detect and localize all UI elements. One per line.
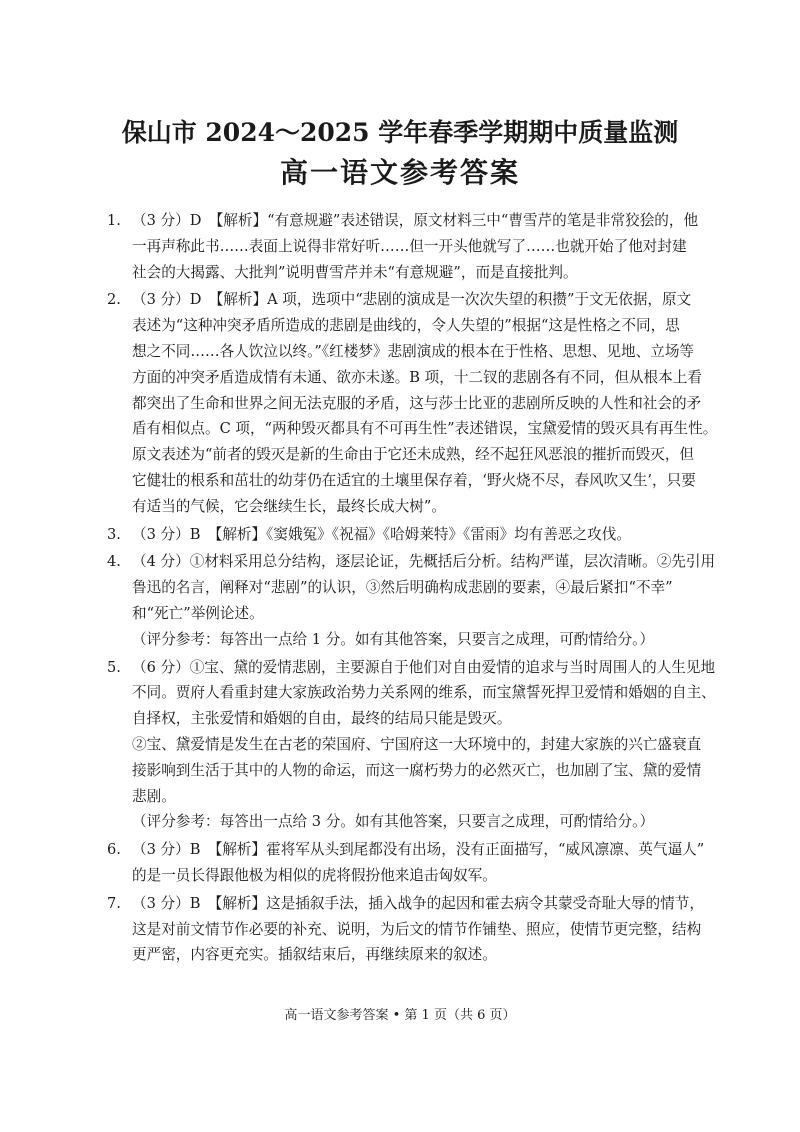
answer-item-2 xyxy=(107,287,718,519)
answer-line: （3 分）D 【解析】A 项，选项中“悲剧的演成是一次次失望的积攒”于文无依据，原文 xyxy=(132,291,692,309)
answer-line: 不同。贾府人看重封建大家族政治势力关系网的维系，而宝黛誓死捍卫爱情和婚姻的自主、 xyxy=(132,684,716,702)
question-number: 2. xyxy=(107,291,121,309)
answer-line: 的是一员长得跟他极为相似的虎将假扮他来追击匈奴军。 xyxy=(132,866,497,884)
answer-line: 鲁迅的名言，阐释对“悲剧”的认识，③然后明确构成悲剧的要素，④最后紧扣“不幸” xyxy=(132,579,673,597)
answer-line: 盾有相似点。C 项，“两种毁灭都具有不可再生性”表述错误，宝黛爱情的毁灭具有再生性。 xyxy=(132,420,718,438)
answer-line: ②宝、黛爱情是发生在古老的荣国府、宁国府这一大环境中的，封建大家族的兴亡盛衰直 xyxy=(132,735,702,753)
question-number: 1. xyxy=(107,212,121,229)
answer-line: 社会的大揭露、大批判”说明曹雪芹并未“有意规避”，而是直接批判。 xyxy=(132,263,578,281)
answer-line: （3 分）B 【解析】《窦娥冤》《祝福》《哈姆莱特》《雷雨》均有善恶之攻伐。 xyxy=(132,525,631,543)
answer-line: 它健壮的根系和茁壮的幼芽仍在适宜的土壤里保存着，‘野火烧不尽，春风吹又生’，只要 xyxy=(132,471,696,489)
answer-item-4 xyxy=(107,549,716,652)
answer-item-6 xyxy=(107,837,705,889)
answer-line: 自择权，主张爱情和婚姻的自由，最终的结局只能是毁灭。 xyxy=(132,710,512,728)
answer-line: 更严密，内容更充实。插叙结束后，再继续原来的叙述。 xyxy=(132,946,497,964)
answer-line: 方面的冲突矛盾造成情有未通、欲亦未遂。B 项，十二钗的悲剧各有不同，但从根本上看 xyxy=(132,368,702,386)
answer-line: 接影响到生活于其中的人物的命运，而这一腐朽势力的必然灭亡，也加剧了宝、黛的爱情 xyxy=(132,761,702,779)
answer-line: （4 分）①材料采用总分结构，逐层论证，先概括后分析。结构严谨，层次清晰。②先引用 xyxy=(132,553,716,571)
answer-line: 和“死亡”举例论述。 xyxy=(132,604,264,622)
answer-line: 悲剧。 xyxy=(132,787,176,805)
answer-item-3 xyxy=(107,522,697,548)
answer-line: （3 分）B 【解析】霍将军从头到尾都没有出场，没有正面描写，“威风凛凛、英气逼人” xyxy=(132,841,705,859)
answer-item-5 xyxy=(107,655,716,836)
answer-line: 这是对前文情节作必要的补充、说明，为后文的情节作铺垫、照应，使情节更完整，结构 xyxy=(132,920,702,938)
answer-line: 想之不同……各人饮泣以终。”《红楼梦》悲剧演成的根本在于性格、思想、见地、立场等 xyxy=(132,342,695,360)
answer-line: 一再声称此书……表面上说得非常好听……但一开头他就写了……也就开始了他对封建 xyxy=(132,237,687,255)
question-number: 4. xyxy=(107,553,121,571)
answer-line: 表述为“这种冲突矛盾所造成的悲剧是曲线的，令人失望的”根据“这是性格之不同，思 xyxy=(132,317,680,335)
question-number: 7. xyxy=(107,894,121,912)
document-subtitle: 高一语文参考答案 xyxy=(279,156,520,189)
page-footer: 高一语文参考答案 • 第 1 页（共 6 页） xyxy=(284,1008,516,1023)
answer-line: （6 分）①宝、黛的爱情悲剧，主要源自于他们对自由爱情的追求与当时周围人的人生见地 xyxy=(132,658,716,676)
scoring-note: （评分参考：每答出一点给 1 分。如有其他答案，只要言之成理，可酌情给分。） xyxy=(132,630,655,648)
answer-item-7 xyxy=(107,891,704,968)
scoring-note: （评分参考：每答出一点给 3 分。如有其他答案，只要言之成理，可酌情给分。） xyxy=(132,813,655,831)
answer-list xyxy=(107,208,718,970)
question-number: 6. xyxy=(107,841,121,859)
question-number: 5. xyxy=(107,658,121,676)
answer-line: 都突出了生命和世界之间无法克服的矛盾，这与莎士比亚的悲剧所反映的人性和社会的矛 xyxy=(132,394,702,412)
answer-item-1 xyxy=(107,208,697,285)
answer-line: （3 分）D 【解析】“有意规避”表述错误，原文材料三中“曹雪芹的笔是非常狡狯的，他 xyxy=(132,212,699,229)
answer-line: （3 分）B 【解析】这是插叙手法，插入战争的起因和霍去病令其蒙受奇耻大辱的情节， xyxy=(132,894,704,912)
answer-line: 有适当的气候，它会继续生长，最终长成大树”。 xyxy=(132,497,446,515)
question-number: 3. xyxy=(107,525,121,543)
document-title: 保山市 2024～2025 学年春季学期期中质量监测 xyxy=(121,118,679,147)
answer-line: 原文表述为“前者的毁灭是新的生命由于它还未成熟，经不起狂风恶浪的摧折而毁灭，但 xyxy=(132,446,695,464)
